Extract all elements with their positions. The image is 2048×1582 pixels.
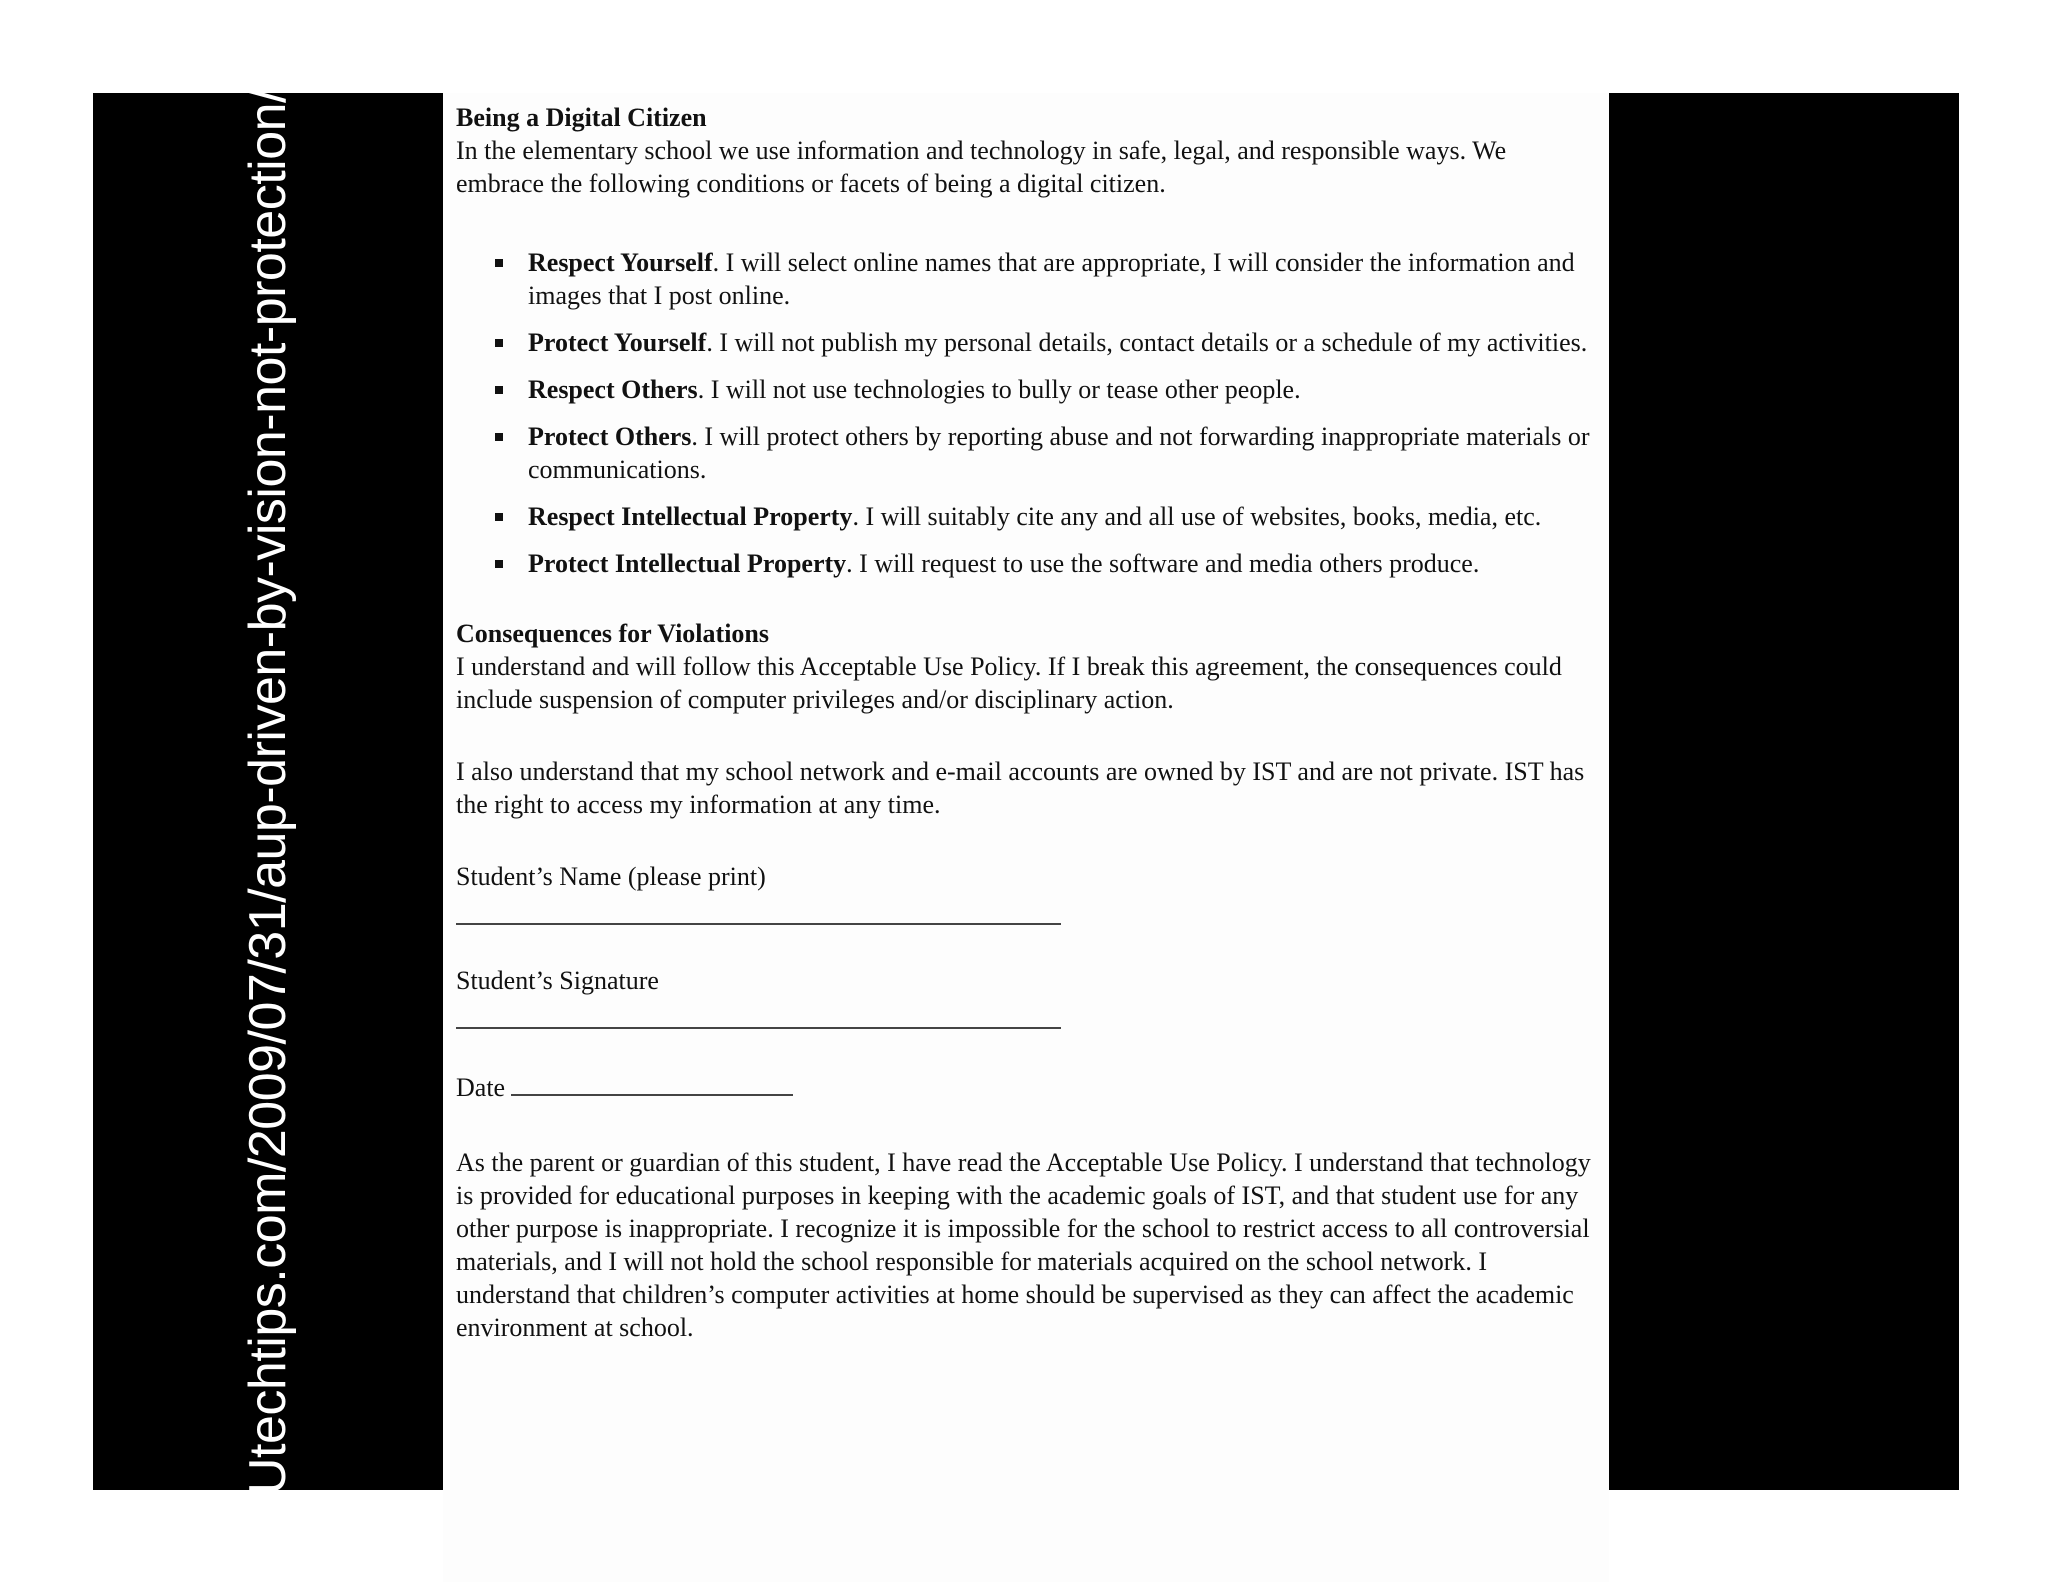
bullet-text: . I will not publish my personal details, contact details or a schedule of my activities. — [706, 328, 1588, 357]
bullet-square-icon — [495, 259, 503, 267]
bullet-square-icon — [495, 386, 503, 394]
policy-document-scan — [443, 93, 1609, 1582]
citizenship-bullet-list — [456, 246, 1595, 580]
list-item — [456, 547, 1595, 580]
list-item — [456, 326, 1595, 359]
list-item — [456, 373, 1595, 406]
student-name-label: Student’s Name (please print) — [456, 862, 766, 891]
date-label: Date — [456, 1073, 506, 1102]
date-line — [511, 1094, 793, 1096]
ownership-paragraph: I also understand that my school network and e-mail accounts are owned by IST and are not private. IST has the right to access my information at any time. — [456, 757, 1585, 819]
bullet-text: . I will not use technologies to bully or tease other people. — [697, 375, 1301, 404]
bullet-square-icon — [495, 560, 503, 568]
bullet-term: Respect Others — [528, 375, 698, 404]
list-item — [456, 246, 1595, 312]
right-black-band — [1609, 93, 1959, 1490]
section-intro-paragraph: In the elementary school we use information and technology in safe, legal, and responsible ways. We embrace the following conditions or facets of being a digital citizen. — [456, 136, 1507, 198]
bullet-term: Protect Yourself — [528, 328, 707, 357]
bullet-term: Respect Yourself — [528, 248, 713, 277]
bullet-term: Protect Others — [528, 422, 692, 451]
bullet-text: . I will request to use the software and media others produce. — [846, 549, 1480, 578]
bullet-text: . I will select online names that are appropriate, I will consider the information and images that I post online. — [528, 248, 1575, 310]
source-url-text: Utechtips.com/2009/07/31/aup-driven-by-vision-not-protection/ — [239, 88, 297, 1496]
list-item — [456, 500, 1595, 533]
section-heading-consequences: Consequences for Violations — [456, 619, 769, 648]
parent-agreement-paragraph: As the parent or guardian of this student, I have read the Acceptable Use Policy. I understand that technology is provided for educational purposes in keeping with the academic goals of IST, and that student use for any other purpose is inappropriate. I recognize it is impossible for the school to restrict access to all controversial materials, and I will not hold the school responsible for materials acquired on the school network. I understand that children’s computer activities at home should be supervised as they can affect the academic environment at school. — [456, 1148, 1591, 1342]
student-name-line — [456, 923, 1061, 925]
bullet-term: Respect Intellectual Property — [528, 502, 853, 531]
bullet-square-icon — [495, 433, 503, 441]
bullet-term: Protect Intellectual Property — [528, 549, 847, 578]
bullet-square-icon — [495, 513, 503, 521]
student-signature-line — [456, 1027, 1061, 1029]
date-row — [456, 1071, 1595, 1104]
list-item — [456, 420, 1595, 486]
section-heading-digital-citizen: Being a Digital Citizen — [456, 103, 707, 132]
bullet-square-icon — [495, 339, 503, 347]
consequences-paragraph: I understand and will follow this Acceptable Use Policy. If I break this agreement, the consequences could include suspension of computer privileges and/or disciplinary action. — [456, 652, 1562, 714]
bullet-text: . I will protect others by reporting abuse and not forwarding inappropriate materials or communications. — [528, 422, 1590, 484]
bullet-text: . I will suitably cite any and all use of websites, books, media, etc. — [852, 502, 1542, 531]
student-signature-label: Student’s Signature — [456, 966, 659, 995]
